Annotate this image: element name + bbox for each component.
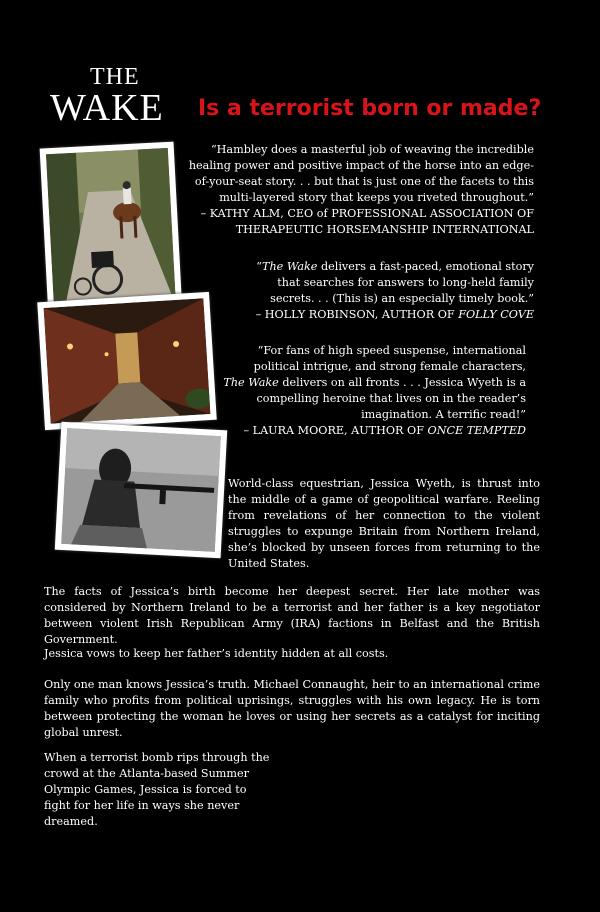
quote-2-open: “ <box>256 260 262 273</box>
quote-2-body <box>240 259 534 307</box>
horse-wheelchair-image <box>46 148 176 312</box>
quote-1-body: “Hambley does a masterful job of weaving the incredible healing power and positive impact of the horse into an edge-of-your-seat story. . . but that is just one of the facets to this multi-layered story that keeps you riveted throughout.” <box>188 143 534 204</box>
blurb-paragraph-2: The facts of Jessica’s birth become her deepest secret. Her late mother was considered by Northern Ireland to be a terrorist and her father is a key negotiator between violent Irish Republican Army (IRA) factions in Belfast and the British Government. <box>44 585 540 646</box>
tagline: Is a terrorist born or made? <box>198 96 542 121</box>
quote-3-attribution <box>210 423 526 439</box>
quote-1-attribution: – KATHY ALM, CEO of PROFESSIONAL ASSOCIATION OF THERAPEUTIC HORSEMANSHIP INTERNATIONAL <box>200 207 534 236</box>
blurb-paragraph-5: When a terrorist bomb rips through the crowd at the Atlanta-based Summer Olympic Games, Jessica is forced to fight for her life in ways she never dreamed. <box>44 751 270 828</box>
review-quote-3 <box>210 343 526 439</box>
review-quote-1 <box>176 142 534 238</box>
brick-street-image <box>44 298 211 424</box>
quote-3-author: – LAURA MOORE, AUTHOR OF <box>243 424 428 437</box>
quote-2-body-text: delivers a fast-paced, emotional story that searches for answers to long-held family secrets. . . (This is) an especially timely book.” <box>270 260 534 305</box>
quote-2-author: – HOLLY ROBINSON, AUTHOR OF <box>255 308 459 321</box>
photo-horse-wheelchair <box>40 142 183 319</box>
quote-3-body <box>210 343 526 423</box>
quote-3-book-title: The Wake <box>223 376 279 389</box>
quote-3-author-book: ONCE TEMPTED <box>427 424 526 437</box>
quote-2-author-book: FOLLY COVE <box>458 308 534 321</box>
quote-3-body-text: delivers on all fronts . . . Jessica Wyeth is a compelling heroine that lives on in the reader’s imagination. A terrific read!” <box>256 376 526 421</box>
quote-2-attribution <box>240 307 534 323</box>
quote-3-line1: “For fans of high speed suspense, international political intrigue, and strong female characters, <box>253 344 526 373</box>
woman-rifle-image <box>61 428 221 552</box>
title-wake: WAKE <box>50 87 164 129</box>
review-quote-2 <box>240 259 534 323</box>
photo-brick-street <box>37 292 216 430</box>
blurb-intro: World-class equestrian, Jessica Wyeth, is thrust into the middle of a game of geopolitical warfare. Reeling from revelations of her connection to the violent struggles to expunge Britain from Northern Ireland, she’s blocked by unseen forces from returning to the United States. <box>228 477 540 570</box>
blurb-paragraph-4: Only one man knows Jessica’s truth. Michael Connaught, heir to an international crime family who profits from political uprisings, struggles with his own legacy. He is torn between protecting the woman he loves or using her secrets as a catalyst for inciting global unrest. <box>44 678 540 739</box>
blurb-paragraph-3: Jessica vows to keep her father’s identity hidden at all costs. <box>44 647 389 660</box>
quote-2-book-title: The Wake <box>261 260 318 273</box>
title-the: THE <box>90 64 140 90</box>
photo-woman-rifle <box>55 422 227 559</box>
